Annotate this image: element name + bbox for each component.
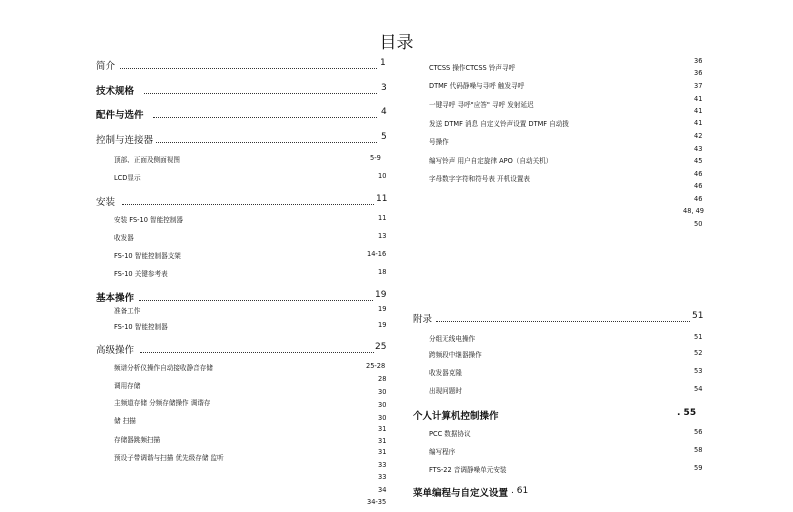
toc-page-number: 25-28 xyxy=(366,362,386,370)
toc-subitem-page: 13 xyxy=(378,232,387,240)
toc-item-line: 号操作 xyxy=(429,138,449,146)
toc-page-number: 33 xyxy=(378,473,387,481)
toc-page-number: 31 xyxy=(378,425,387,433)
toc-item-line: 一键寻呼 寻呼"应答" 寻呼 发射延迟 xyxy=(429,101,534,109)
toc-subitem-page: 19 xyxy=(378,305,387,313)
toc-subitem-page: 54 xyxy=(694,385,703,393)
toc-page-number: 36 xyxy=(694,57,703,65)
toc-subitem-label: LCD显示 xyxy=(114,174,141,182)
toc-page-number: 30 xyxy=(378,388,387,396)
toc-subitem-page: 19 xyxy=(378,321,387,329)
toc-page-number: 36 xyxy=(694,69,703,77)
toc-page-number: 34-35 xyxy=(367,498,387,506)
toc-page-number: 28 xyxy=(378,375,387,383)
toc-subitem-label: 收发器克隆 xyxy=(429,369,462,377)
toc-specs-label: 技术规格 xyxy=(96,86,135,97)
toc-specs-page: 3 xyxy=(381,83,387,93)
toc-item-line: 储 扫描 xyxy=(114,417,136,425)
toc-subitem-page: 56 xyxy=(694,428,703,436)
toc-item-line: DTMF 代码静噪与寻呼 触发寻呼 xyxy=(429,82,525,90)
toc-subitem-label: PCC 数据协议 xyxy=(429,430,471,438)
toc-page-number: 31 xyxy=(378,448,387,456)
toc-subitem-label: 分组无线电操作 xyxy=(429,335,476,343)
toc-item-line: 字母数字字符和符号表 开机设置表 xyxy=(429,175,531,183)
toc-page-number: 34 xyxy=(378,486,387,494)
toc-page-number: 42 xyxy=(694,132,703,140)
toc-page-number: 48, 49 xyxy=(683,207,704,215)
toc-subitem-label: 出现问题时 xyxy=(429,387,462,395)
toc-subitem-label: 准备工作 xyxy=(114,307,141,315)
toc-subitem-label: 跨频段中继器操作 xyxy=(429,351,482,359)
toc-controls-page: 5 xyxy=(381,132,387,142)
toc-page-number: 46 xyxy=(694,195,703,203)
toc-subitem-page: 51 xyxy=(694,333,703,341)
toc-subitem-page: 10 xyxy=(378,172,387,180)
toc-basic-page: 19 xyxy=(375,290,387,300)
toc-subitem-label: FS-10 智能控制器支架 xyxy=(114,252,181,260)
toc-leader xyxy=(153,117,377,118)
toc-page-number: 46 xyxy=(694,170,703,178)
toc-page-number: 37 xyxy=(694,82,703,90)
toc-subitem-page: 5-9 xyxy=(370,154,381,162)
toc-pc-label: 个人计算机控制操作 xyxy=(413,411,499,422)
toc-item-line: 预设子带调谐与扫描 优先级存储 监听 xyxy=(114,454,224,462)
toc-subitem-label: FS-10 关键参考表 xyxy=(114,270,168,278)
toc-subitem-page: 53 xyxy=(694,367,703,375)
toc-page-number: 33 xyxy=(378,461,387,469)
toc-item-line: 发送 DTMF 消息 自定义铃声设置 DTMF 自动拨 xyxy=(429,120,569,128)
toc-basic-label: 基本操作 xyxy=(96,293,135,304)
toc-leader xyxy=(144,93,377,94)
toc-item-line: 主频道存储 分频存储操作 调谐存 xyxy=(114,399,211,407)
toc-subitem-page: 14-16 xyxy=(367,250,387,258)
toc-page-number: 45 xyxy=(694,157,703,165)
toc-intro-page: 1 xyxy=(380,58,386,68)
toc-item-line: 存储器跳频扫描 xyxy=(114,436,161,444)
toc-menu-label: 菜单编程与自定义设置 xyxy=(413,488,509,499)
toc-appendix-label: 附录 xyxy=(413,314,433,325)
page-title: 目录 xyxy=(379,33,414,53)
toc-subitem-label: 顶部、正面及侧面视图 xyxy=(114,156,180,164)
toc-item-line: 编写铃声 用户自定旋律 APO（自动关机） xyxy=(429,157,553,165)
toc-page-number: 41 xyxy=(694,95,703,103)
toc-item-line: 调用存储 xyxy=(114,382,141,390)
toc-leader xyxy=(122,204,374,205)
toc-page-number: 30 xyxy=(378,401,387,409)
toc-subitem-page: 11 xyxy=(378,214,387,222)
toc-pc-page: . 55 xyxy=(677,408,697,418)
toc-accessories-label: 配件与选件 xyxy=(96,110,144,121)
toc-appendix-page: 51 xyxy=(692,311,704,321)
toc-controls-label: 控制与连接器 xyxy=(96,135,154,146)
toc-page-number: 41 xyxy=(694,107,703,115)
toc-page-number: 31 xyxy=(378,437,387,445)
toc-menu-page: . 61 xyxy=(511,486,529,496)
toc-leader xyxy=(436,321,690,322)
toc-leader xyxy=(140,352,374,353)
toc-leader xyxy=(120,68,377,69)
toc-advanced-page: 25 xyxy=(375,342,387,352)
toc-subitem-label: 编写程序 xyxy=(429,448,456,456)
toc-page-number: 43 xyxy=(694,145,703,153)
toc-subitem-label: FTS-22 音调静噪单元安装 xyxy=(429,466,507,474)
toc-install-page: 11 xyxy=(376,194,388,204)
toc-item-line: CTCSS 操作CTCSS 铃声寻呼 xyxy=(429,64,516,72)
toc-subitem-label: FS-10 智能控制器 xyxy=(114,323,168,331)
toc-subitem-page: 58 xyxy=(694,446,703,454)
toc-subitem-page: 52 xyxy=(694,349,703,357)
toc-subitem-page: 18 xyxy=(378,268,387,276)
toc-intro-label: 简介 xyxy=(96,61,116,72)
toc-page-number: 30 xyxy=(378,414,387,422)
toc-item-line: 频谱分析仪操作自动接收静音存储 xyxy=(114,364,213,372)
toc-subitem-label: 安装 FS-10 智能控制器 xyxy=(114,216,183,224)
toc-leader xyxy=(139,300,373,301)
toc-page-number: 50 xyxy=(694,220,703,228)
toc-install-label: 安装 xyxy=(96,197,116,208)
toc-subitem-label: 收发器 xyxy=(114,234,134,242)
toc-advanced-label: 高级操作 xyxy=(96,345,135,356)
toc-subitem-page: 59 xyxy=(694,464,703,472)
toc-accessories-page: 4 xyxy=(381,107,387,117)
toc-leader xyxy=(156,142,377,143)
toc-page-number: 41 xyxy=(694,119,703,127)
toc-page-number: 46 xyxy=(694,182,703,190)
